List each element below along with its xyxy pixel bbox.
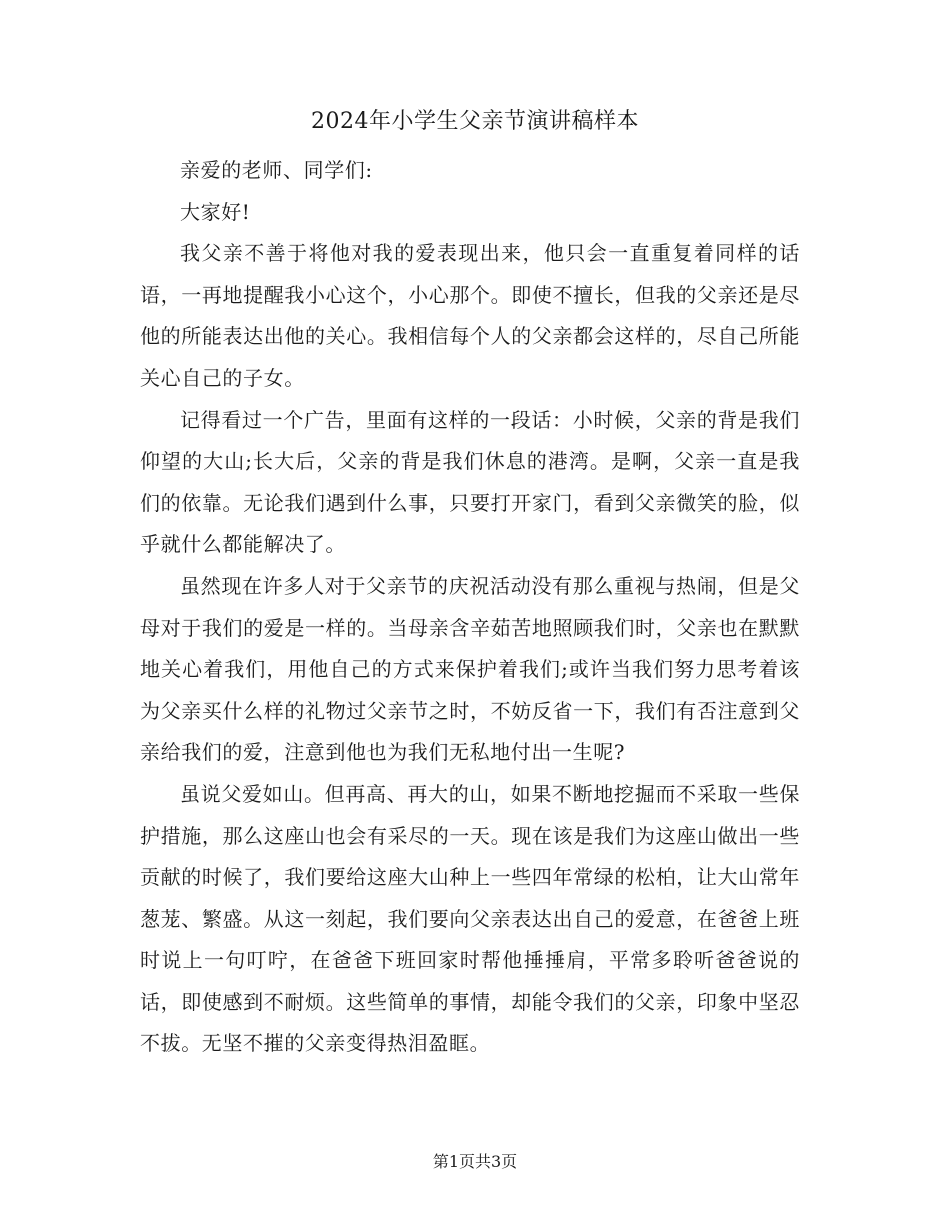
body-paragraph: 虽说父爱如山。但再高、再大的山，如果不断地挖掘而不采取一些保护措施，那么这座山也会有采尽的一天。现在该是我们为这座山做出一些贡献的时候了，我们要给这座大山种上一些四年常绿的松柏，让大山常年葱茏、繁盛。从这一刻起，我们要向父亲表达出自己的爱意，在爸爸上班时说上一句叮咛，在爸爸下班回家时帮他捶捶肩，平常多聆听爸爸说的话，即使感到不耐烦。这些简单的事情，却能令我们的父亲，印象中坚忍不拔。无坚不摧的父亲变得热泪盈眶。 — [140, 781, 800, 1056]
document-body — [140, 150, 800, 1065]
body-paragraph: 我父亲不善于将他对我的爱表现出来，他只会一直重复着同样的话语，一再地提醒我小心这个，小心那个。即使不擅长，但我的父亲还是尽他的所能表达出他的关心。我相信每个人的父亲都会这样的，尽自己所能关心自己的子女。 — [140, 241, 800, 390]
page-number: 第1页共3页 — [432, 1152, 518, 1171]
body-paragraph: 记得看过一个广告，里面有这样的一段话：小时候，父亲的背是我们仰望的大山;长大后，父亲的背是我们休息的港湾。是啊，父亲一直是我们的依靠。无论我们遇到什么事，只要打开家门，看到父亲微笑的脸，似乎就什么都能解决了。 — [140, 407, 800, 557]
greeting-paragraph: 亲爱的老师、同学们: — [180, 158, 373, 182]
body-paragraph: 虽然现在许多人对于父亲节的庆祝活动没有那么重视与热闹，但是父母对于我们的爱是一样的。当母亲含辛茹苦地照顾我们时，父亲也在默默地关心着我们，用他自己的方式来保护着我们;或许当我们努力思考着该为父亲买什么样的礼物过父亲节之时，不妨反省一下，我们有否注意到父亲给我们的爱，注意到他也为我们无私地付出一生呢? — [140, 573, 800, 765]
document-title: 2024年小学生父亲节演讲稿样本 — [311, 109, 639, 134]
salutation-paragraph: 大家好! — [180, 199, 251, 224]
